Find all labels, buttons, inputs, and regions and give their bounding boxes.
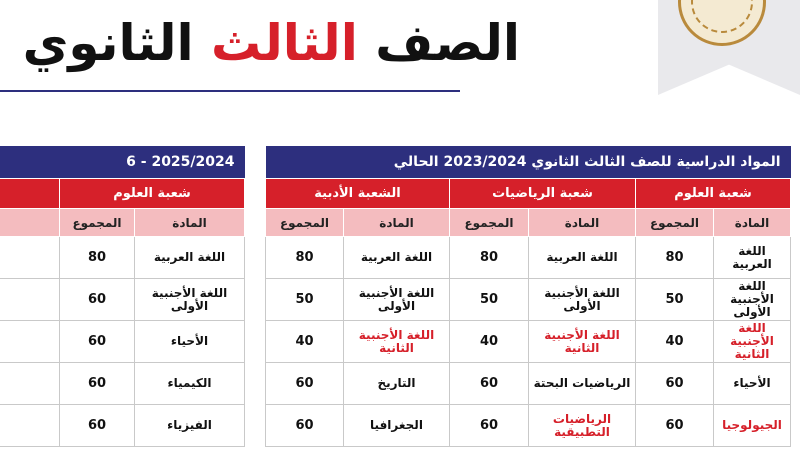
subject-cell: اللغة الأجنبية الأولى xyxy=(135,279,245,321)
column-header-subject: المادة xyxy=(529,209,636,237)
total-cell: 80 xyxy=(60,237,135,279)
subject-cell: اللغة الأجنبية الثانية xyxy=(714,321,791,363)
total-cell: 40 xyxy=(266,321,344,363)
page-title xyxy=(0,8,520,78)
branch-science: شعبة العلوم xyxy=(60,179,245,209)
column-header-subject-partial xyxy=(0,209,60,237)
total-cell: 60 xyxy=(266,363,344,405)
total-cell: 60 xyxy=(60,279,135,321)
column-header-total: المجموع xyxy=(266,209,344,237)
branch-science: شعبة العلوم xyxy=(636,179,791,209)
branch-literary: الشعبة الأدبية xyxy=(266,179,450,209)
column-header-subject: المادة xyxy=(344,209,450,237)
subject-cell: اللغة الأجنبية الثانية xyxy=(344,321,450,363)
column-header-subject: المادة xyxy=(135,209,245,237)
current-year-subjects-table xyxy=(265,146,791,447)
subject-cell: التاريخ xyxy=(344,363,450,405)
total-cell: 40 xyxy=(636,321,714,363)
subject-cell: الرياضيات البحتة xyxy=(529,363,636,405)
total-cell: 50 xyxy=(636,279,714,321)
table-row xyxy=(266,405,791,447)
table-title: 2025/2024 - 6 xyxy=(0,146,245,179)
total-cell: 60 xyxy=(266,405,344,447)
total-cell: 60 xyxy=(60,321,135,363)
title-word-prefix: الصف xyxy=(375,14,520,72)
table-row xyxy=(0,237,245,279)
subject-cell: الفيزياء xyxy=(135,405,245,447)
table-row xyxy=(266,321,791,363)
total-cell: 60 xyxy=(450,363,529,405)
subject-cell: اللغة العربية xyxy=(135,237,245,279)
subject-cell: الكيمياء xyxy=(135,363,245,405)
total-cell: 80 xyxy=(450,237,529,279)
total-cell: 80 xyxy=(636,237,714,279)
title-word-accent: الثالث xyxy=(211,14,358,72)
subject-cell: الجيولوجيا xyxy=(714,405,791,447)
subject-cell: الأحياء xyxy=(135,321,245,363)
total-cell: 60 xyxy=(450,405,529,447)
column-header-subject: المادة xyxy=(714,209,791,237)
subject-cell: اللغة العربية xyxy=(529,237,636,279)
total-cell: 40 xyxy=(450,321,529,363)
subject-cell: اللغة العربية xyxy=(344,237,450,279)
column-header-total: المجموع xyxy=(636,209,714,237)
total-cell: 50 xyxy=(266,279,344,321)
table-row xyxy=(0,279,245,321)
total-cell: 80 xyxy=(266,237,344,279)
subject-cell: اللغة العربية xyxy=(714,237,791,279)
total-cell: 60 xyxy=(60,363,135,405)
subject-cell: اللغة الأجنبية الأولى xyxy=(529,279,636,321)
subject-cell: الجغرافيا xyxy=(344,405,450,447)
subject-cell-partial xyxy=(0,279,60,321)
subject-cell-partial xyxy=(0,405,60,447)
table-row xyxy=(0,321,245,363)
subject-cell-partial xyxy=(0,237,60,279)
subject-cell: الرياضيات التطبيقية xyxy=(529,405,636,447)
column-header-total: المجموع xyxy=(450,209,529,237)
branch-math: شعبة الرياضيات xyxy=(450,179,636,209)
total-cell: 50 xyxy=(450,279,529,321)
subject-cell: اللغة الأجنبية الأولى xyxy=(344,279,450,321)
total-cell: 60 xyxy=(60,405,135,447)
subject-cell: اللغة الأجنبية الأولى xyxy=(714,279,791,321)
title-underline xyxy=(0,90,460,92)
table-row xyxy=(266,279,791,321)
total-cell: 60 xyxy=(636,363,714,405)
table-row xyxy=(0,405,245,447)
subject-cell-partial xyxy=(0,321,60,363)
table-row xyxy=(0,363,245,405)
title-word-suffix: الثانوي xyxy=(22,14,194,72)
subject-cell-partial xyxy=(0,363,60,405)
subject-cell: اللغة الأجنبية الثانية xyxy=(529,321,636,363)
branch-partial xyxy=(0,179,60,209)
table-row xyxy=(266,237,791,279)
table-row xyxy=(266,363,791,405)
subject-cell: الأحياء xyxy=(714,363,791,405)
new-year-subjects-table xyxy=(0,146,245,447)
table-title: المواد الدراسية للصف الثالث الثانوي 2023/2024 الحالي xyxy=(266,146,791,179)
total-cell: 60 xyxy=(636,405,714,447)
column-header-total: المجموع xyxy=(60,209,135,237)
